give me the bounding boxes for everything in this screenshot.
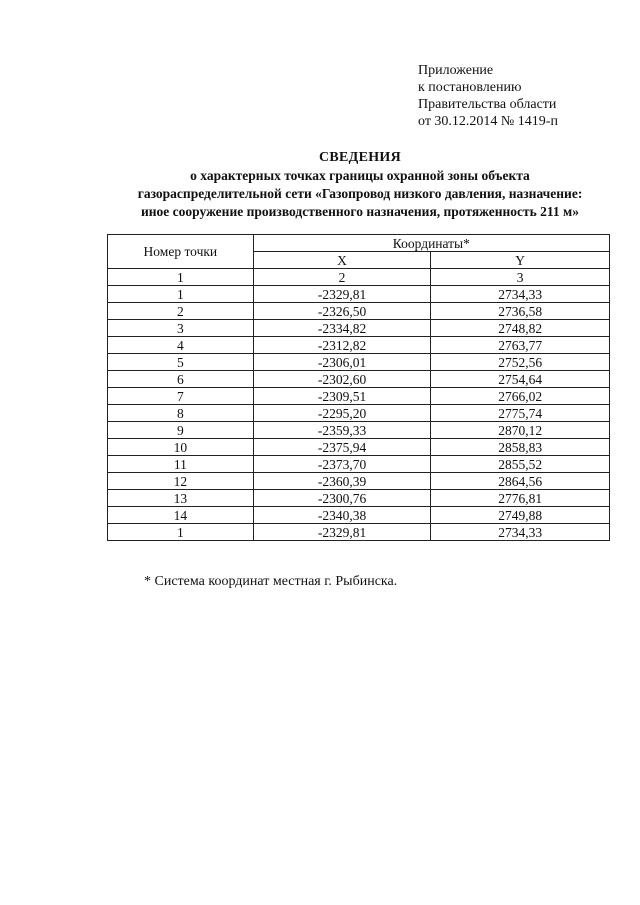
cell-y-coordinate: 2855,52 <box>431 456 610 473</box>
cell-point-number: 12 <box>108 473 254 490</box>
document-title: СВЕДЕНИЯ <box>318 150 402 165</box>
cell-point-number: 9 <box>108 422 254 439</box>
cell-y-coordinate: 2870,12 <box>431 422 610 439</box>
cell-y-coordinate: 2766,02 <box>431 388 610 405</box>
cell-y-coordinate: 2763,77 <box>431 337 610 354</box>
table-row <box>108 439 610 456</box>
table-row <box>108 405 610 422</box>
cell-x-coordinate: -2309,51 <box>253 388 431 405</box>
cell-x-coordinate: -2360,39 <box>253 473 431 490</box>
cell-point-number: 1 <box>108 524 254 541</box>
table-row <box>108 371 610 388</box>
table-row <box>108 507 610 524</box>
header-point-number: Номер точки <box>108 235 254 269</box>
cell-point-number: 1 <box>108 286 254 303</box>
header-y: Y <box>431 252 610 269</box>
coordinates-table-header <box>108 235 610 286</box>
table-row <box>108 354 610 371</box>
cell-x-coordinate: -2334,82 <box>253 320 431 337</box>
table-column-numbering-row <box>108 269 610 286</box>
cell-y-coordinate: 2775,74 <box>431 405 610 422</box>
cell-y-coordinate: 2748,82 <box>431 320 610 337</box>
cell-point-number: 8 <box>108 405 254 422</box>
table-row <box>108 490 610 507</box>
document-subtitle-line: иное сооружение производственного назначения, протяженность 211 м» <box>141 204 579 219</box>
cell-y-coordinate: 2734,33 <box>431 286 610 303</box>
cell-y-coordinate: 2754,64 <box>431 371 610 388</box>
cell-x-coordinate: -2329,81 <box>253 286 431 303</box>
cell-x-coordinate: -2375,94 <box>253 439 431 456</box>
column-number: 1 <box>108 269 254 286</box>
cell-x-coordinate: -2329,81 <box>253 524 431 541</box>
appendix-line: Приложение <box>418 63 494 78</box>
document-title-block <box>80 149 640 221</box>
table-row <box>108 388 610 405</box>
coordinate-system-footnote: * Система координат местная г. Рыбинска. <box>144 574 398 589</box>
appendix-line: Правительства области <box>418 97 557 112</box>
cell-point-number: 13 <box>108 490 254 507</box>
table-row <box>108 456 610 473</box>
coordinates-table-body <box>108 286 610 541</box>
table-header-row <box>108 235 610 252</box>
cell-y-coordinate: 2864,56 <box>431 473 610 490</box>
appendix-date-number: от 30.12.2014 № 1419-п <box>418 114 558 129</box>
cell-point-number: 3 <box>108 320 254 337</box>
cell-point-number: 7 <box>108 388 254 405</box>
table-row <box>108 473 610 490</box>
column-number: 3 <box>431 269 610 286</box>
cell-point-number: 4 <box>108 337 254 354</box>
document-subtitle-line: о характерных точках границы охранной зоны объекта <box>190 168 530 183</box>
table-row <box>108 320 610 337</box>
table-row <box>108 422 610 439</box>
table-row <box>108 303 610 320</box>
header-x: X <box>253 252 431 269</box>
cell-y-coordinate: 2734,33 <box>431 524 610 541</box>
cell-y-coordinate: 2776,81 <box>431 490 610 507</box>
cell-point-number: 5 <box>108 354 254 371</box>
cell-x-coordinate: -2340,38 <box>253 507 431 524</box>
cell-point-number: 6 <box>108 371 254 388</box>
cell-point-number: 2 <box>108 303 254 320</box>
cell-y-coordinate: 2736,58 <box>431 303 610 320</box>
cell-x-coordinate: -2359,33 <box>253 422 431 439</box>
appendix-line: к постановлению <box>418 80 522 95</box>
cell-x-coordinate: -2326,50 <box>253 303 431 320</box>
cell-point-number: 14 <box>108 507 254 524</box>
table-row <box>108 524 610 541</box>
cell-point-number: 10 <box>108 439 254 456</box>
document-subtitle-line: газораспределительной сети «Газопровод низкого давления, назначение: <box>137 186 583 201</box>
table-row <box>108 337 610 354</box>
cell-x-coordinate: -2302,60 <box>253 371 431 388</box>
cell-x-coordinate: -2312,82 <box>253 337 431 354</box>
cell-x-coordinate: -2300,76 <box>253 490 431 507</box>
cell-x-coordinate: -2295,20 <box>253 405 431 422</box>
cell-x-coordinate: -2306,01 <box>253 354 431 371</box>
cell-x-coordinate: -2373,70 <box>253 456 431 473</box>
column-number: 2 <box>253 269 431 286</box>
cell-y-coordinate: 2749,88 <box>431 507 610 524</box>
coordinates-table <box>107 234 610 541</box>
cell-y-coordinate: 2858,83 <box>431 439 610 456</box>
header-coordinates: Координаты* <box>253 235 609 252</box>
table-row <box>108 286 610 303</box>
cell-y-coordinate: 2752,56 <box>431 354 610 371</box>
appendix-reference <box>418 62 558 130</box>
cell-point-number: 11 <box>108 456 254 473</box>
